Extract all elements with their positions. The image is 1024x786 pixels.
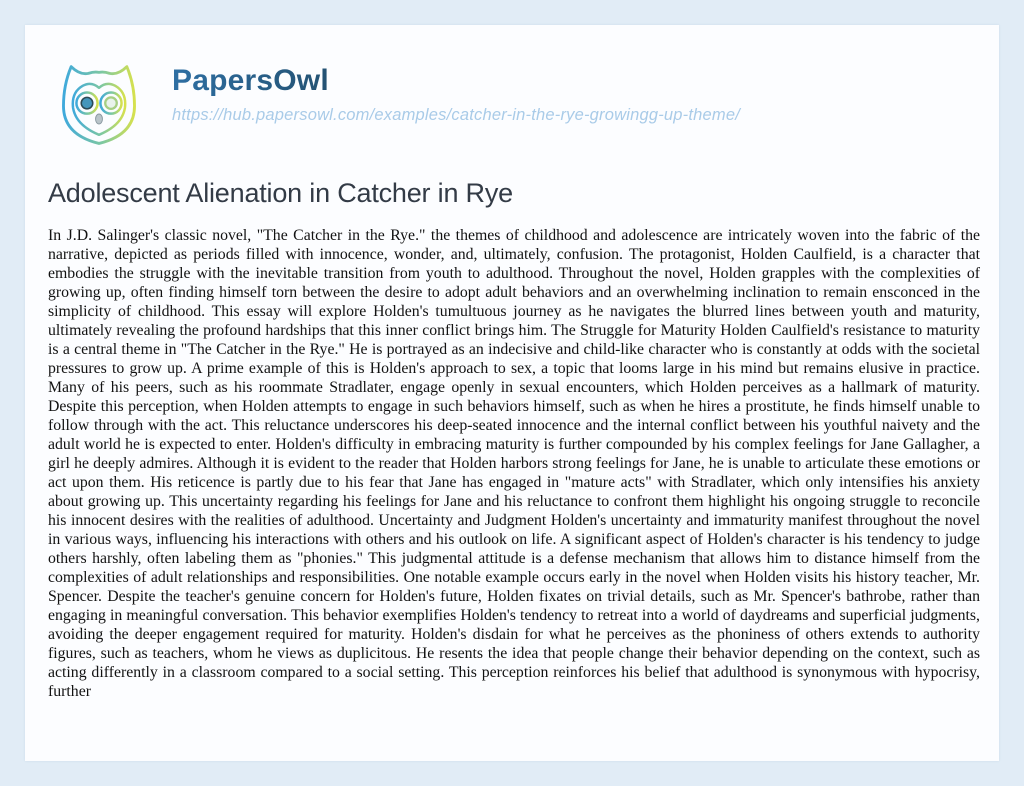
brand-name: PapersOwl	[172, 64, 740, 97]
site-header	[48, 58, 976, 154]
essay-title: Adolescent Alienation in Catcher in Rye	[48, 178, 513, 208]
papersowl-logo	[48, 58, 150, 154]
brand-block	[172, 58, 740, 125]
document-card	[25, 25, 999, 761]
essay-body-text: In J.D. Salinger's classic novel, "The Catcher in the Rye." the themes of childhood and adolescence are intricately woven into the fabric of the narrative, depicted as periods filled with innocence, wonder, and, ultimately, confusion. The protagonist, Holden Caulfield, is a character that embodies the struggle with the inevitable transition from youth to adulthood. Throughout the novel, Holden grapples with the complexities of growing up, often finding himself torn between the desire to adopt adult behaviors and an overwhelming inclination to remain ensconced in the simplicity of childhood. This essay will explore Holden's tumultuous journey as he navigates the blurred lines between youth and maturity, ultimately revealing the profound hardships that this inner conflict brings him. The Struggle for Maturity Holden Caulfield's resistance to maturity is a central theme in "The Catcher in the Rye." He is portrayed as an indecisive and child-like character who is constantly at odds with the societal pressures to grow up. A prime example of this is Holden's approach to sex, a topic that looms large in his mind but remains elusive in practice. Many of his peers, such as his roommate Stradlater, engage openly in sexual encounters, which Holden perceives as a hallmark of maturity. Despite this perception, when Holden attempts to engage in such behaviors himself, such as when he hires a prostitute, he finds himself unable to follow through with the act. This reluctance underscores his deep-seated innocence and the internal conflict between his youthful naivety and the adult world he is expected to enter. Holden's difficulty in embracing maturity is further compounded by his complex feelings for Jane Gallagher, a girl he deeply admires. Although it is evident to the reader that Holden harbors strong feelings for Jane, he is unable to articulate these emotions or act upon them. His reticence is partly due to his fear that Jane has engaged in "mature acts" with Stradlater, which only intensifies his anxiety about growing up. This uncertainty regarding his feelings for Jane and his reluctance to confront them highlight his ongoing struggle to reconcile his innocent desires with the realities of adulthood. Uncertainty and Judgment Holden's uncertainty and immaturity manifest throughout the novel in various ways, influencing his interactions with others and his outlook on life. A significant aspect of Holden's character is his tendency to judge others harshly, often labeling them as "phonies." This judgmental attitude is a defense mechanism that allows him to distance himself from the complexities of adult relationships and responsibilities. One notable example occurs early in the novel when Holden visits his history teacher, Mr. Spencer. Despite the teacher's genuine concern for Holden's future, Holden fixates on trivial details, such as Mr. Spencer's bathrobe, rather than engaging in meaningful conversation. This behavior exemplifies Holden's tendency to retreat into a world of daydreams and superficial judgments, avoiding the deeper engagement required for maturity. Holden's disdain for what he perceives as the phoniness of others extends to authority figures, such as teachers, whom he views as duplicitous. He resents the idea that people change their behavior depending on the context, such as acting differently in a classroom compared to a social setting. This perception reinforces his belief that adulthood is synonymous with hypocrisy, further	[48, 227, 980, 700]
source-url-link[interactable]: https://hub.papersowl.com/examples/catcher-in-the-rye-growingg-up-theme/	[172, 106, 741, 124]
owl-logo-icon	[48, 58, 150, 154]
